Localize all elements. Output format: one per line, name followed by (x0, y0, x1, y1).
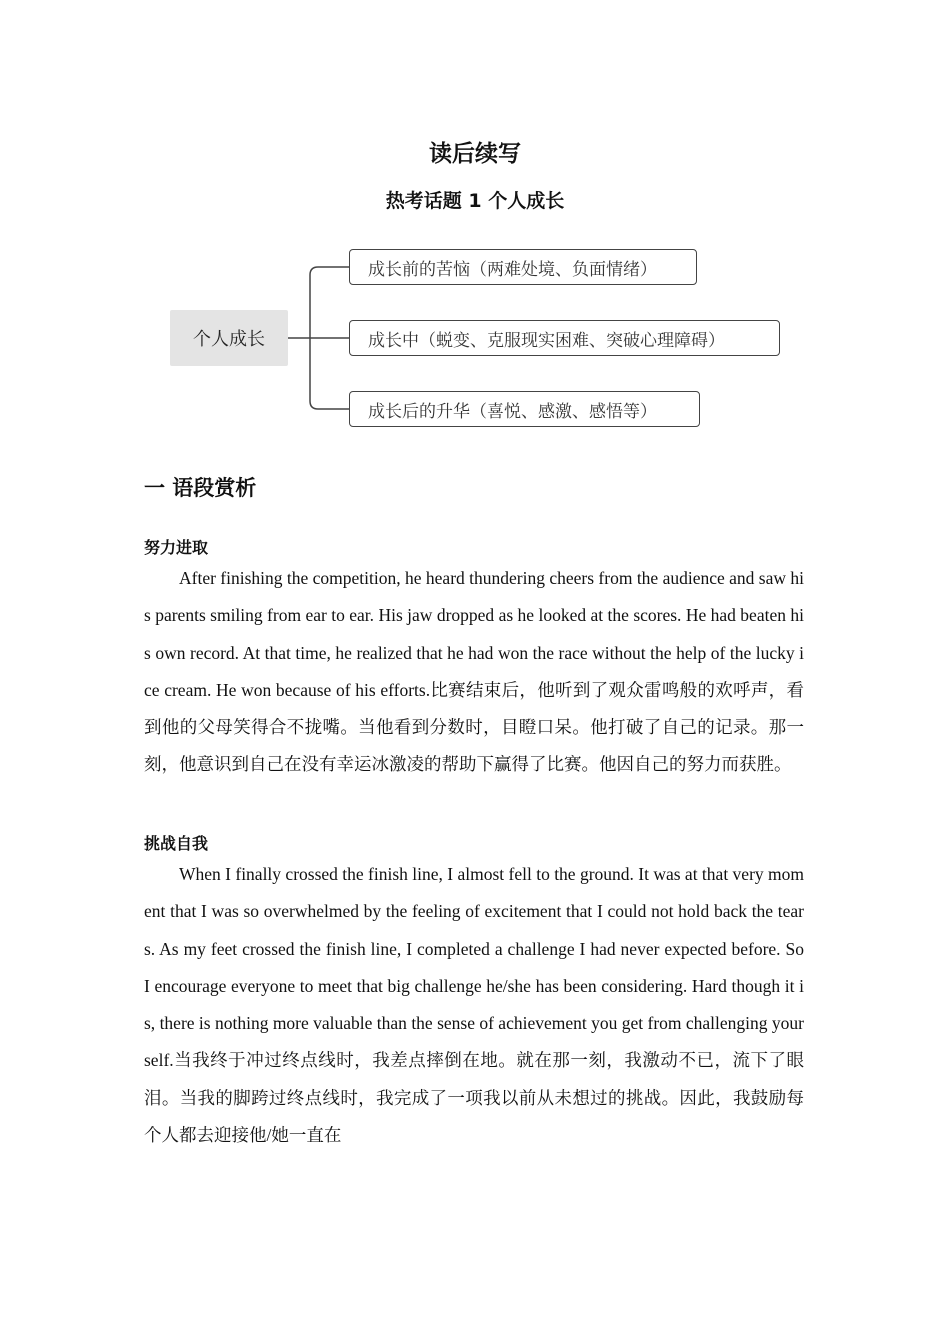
page-title: 读后续写 (429, 141, 521, 167)
paragraph-effort: After finishing the competition, he heard thundering cheers from the audience and saw his parents smiling from ear to ear. His jaw dropped as he looked at the scores. He had beaten his own record. At that time, he realized that he had won the race without the help of the lucky ice cream. He won because of his efforts.比赛结束后，他听到了观众雷鸣般的欢呼声，看到他的父母笑得合不拢嘴。当他看到分数时，目瞪口呆。他打破了自己的记录。那一刻，他意识到自己在没有幸运冰激凌的帮助下赢得了比赛。他因自己的努力而获胜。 (144, 568, 804, 775)
mind-map (170, 246, 782, 432)
mind-map-branch-after: 成长后的升华（喜悦、感激、感悟等） (349, 391, 700, 427)
section-effort (144, 536, 804, 784)
mind-map-branch-during: 成长中（蜕变、克服现实困难、突破心理障碍） (349, 320, 780, 356)
section-challenge (144, 832, 804, 1154)
mind-map-branch-before: 成长前的苦恼（两难处境、负面情绪） (349, 249, 697, 285)
paragraph-challenge: When I finally crossed the finish line, I almost fell to the ground. It was at that very moment that I was so overwhelmed by the feeling of excitement that I could not hold back the tears. As my feet crossed the finish line, I completed a challenge I had never expected before. So I encourage everyone to meet that big challenge he/she has been considering. Hard though it is, there is nothing more valuable than the sense of achievement you get from challenging yourself.当我终于冲过终点线时，我差点摔倒在地。就在那一刻，我激动不已，流下了眼泪。当我的脚跨过终点线时，我完成了一项我以前从未想过的挑战。因此，我鼓励每个人都去迎接他/她一直在 (144, 864, 804, 1146)
section-heading-challenge: 挑战自我 (144, 834, 209, 853)
section-heading: 一 语段赏析 (144, 476, 257, 500)
section-heading-effort: 努力进取 (144, 538, 209, 557)
topic-subtitle: 热考话题 1 个人成长 (385, 190, 565, 212)
mind-map-root: 个人成长 (170, 310, 288, 366)
